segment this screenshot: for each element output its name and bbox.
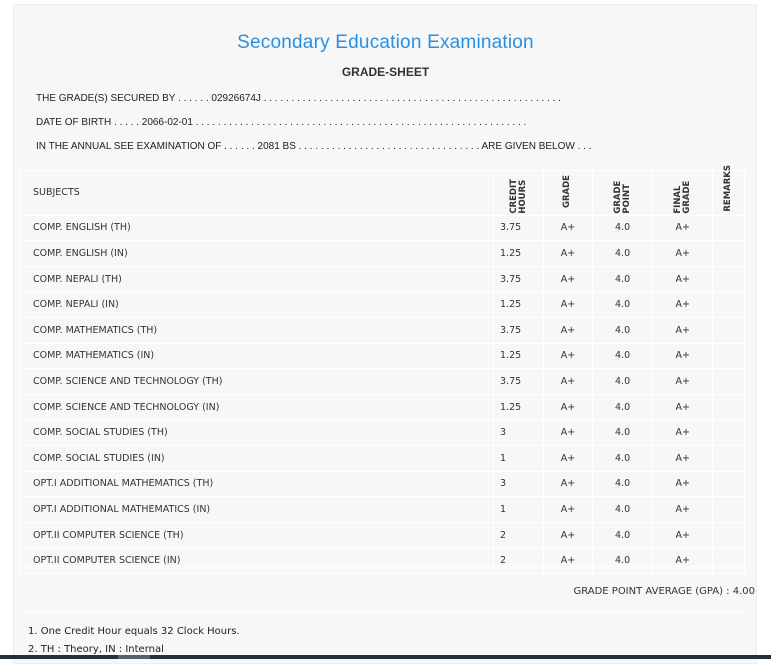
cell-subject: OPT.II COMPUTER SCIENCE (TH) [21, 522, 494, 548]
cell-point: 4.0 [592, 522, 652, 548]
cell-credit: 3.75 [494, 215, 544, 241]
table-row [21, 215, 745, 241]
table-row [21, 292, 745, 318]
cell-subject: COMP. NEPALI (IN) [21, 292, 494, 318]
cell-credit: 1.25 [494, 343, 544, 369]
cell-grade: A+ [544, 241, 593, 267]
cell-final: A+ [653, 497, 713, 523]
table-row [21, 548, 745, 574]
cell-subject: OPT.I ADDITIONAL MATHEMATICS (TH) [21, 471, 494, 497]
cell-point: 4.0 [592, 292, 652, 318]
cell-credit: 1.25 [494, 394, 544, 420]
cell-subject: COMP. SCIENCE AND TECHNOLOGY (TH) [21, 369, 494, 395]
cell-subject: OPT.II COMPUTER SCIENCE (IN) [21, 548, 494, 574]
cell-final: A+ [653, 394, 713, 420]
cell-final: A+ [653, 241, 713, 267]
cell-grade: A+ [544, 497, 593, 523]
table-header [21, 171, 745, 216]
cell-final: A+ [653, 318, 713, 344]
table-row [21, 446, 745, 472]
cell-subject: COMP. NEPALI (TH) [21, 266, 494, 292]
grades-table [20, 165, 745, 574]
cell-point: 4.0 [592, 446, 652, 472]
divider [20, 612, 745, 613]
cell-remarks [713, 369, 745, 395]
taskbar-item[interactable] [118, 655, 150, 659]
cell-grade: A+ [544, 420, 593, 446]
cell-final: A+ [653, 446, 713, 472]
cell-subject: COMP. MATHEMATICS (IN) [21, 343, 494, 369]
cell-final: A+ [653, 215, 713, 241]
table-row [21, 522, 745, 548]
cell-credit: 3 [494, 420, 544, 446]
cell-remarks [713, 292, 745, 318]
exam-line: IN THE ANNUAL SEE EXAMINATION OF . . . . . . 2081 BS . . . . . . . . . . . . . . . . . . . . . . . . . . . . . . . . . ARE GIVEN BELOW . . . [36, 141, 592, 152]
dob-line: DATE OF BIRTH . . . . . 2066-02-01 . . . . . . . . . . . . . . . . . . . . . . . . . . . . . . . . . . . . . . . . . . . . . . . . . . . . . . . . . . . . [36, 117, 527, 128]
cell-point: 4.0 [592, 394, 652, 420]
cell-final: A+ [653, 522, 713, 548]
cell-grade: A+ [544, 318, 593, 344]
cell-credit: 1.25 [494, 292, 544, 318]
cell-subject: COMP. MATHEMATICS (TH) [21, 318, 494, 344]
page-title: Secondary Education Examination [237, 32, 534, 53]
header-credit-hours: CREDIT HOURS [494, 171, 544, 216]
cell-remarks [713, 394, 745, 420]
table-row [21, 343, 745, 369]
cell-grade: A+ [544, 215, 593, 241]
cell-subject: COMP. ENGLISH (TH) [21, 215, 494, 241]
cell-point: 4.0 [592, 241, 652, 267]
cell-remarks [713, 522, 745, 548]
header-final-grade: FINAL GRADE [653, 171, 713, 216]
cell-remarks [713, 318, 745, 344]
table-row [21, 497, 745, 523]
cell-final: A+ [653, 292, 713, 318]
cell-remarks [713, 343, 745, 369]
cell-credit: 2 [494, 548, 544, 574]
table-row [21, 471, 745, 497]
header-subjects: SUBJECTS [21, 171, 494, 216]
cell-remarks [713, 446, 745, 472]
header-grade: GRADE [544, 171, 593, 216]
cell-final: A+ [653, 548, 713, 574]
cell-credit: 1 [494, 497, 544, 523]
cell-grade: A+ [544, 471, 593, 497]
cell-final: A+ [653, 420, 713, 446]
cell-point: 4.0 [592, 266, 652, 292]
cell-remarks [713, 471, 745, 497]
cell-subject: COMP. SOCIAL STUDIES (TH) [21, 420, 494, 446]
page-subtitle: GRADE-SHEET [341, 65, 430, 79]
cell-subject: COMP. SCIENCE AND TECHNOLOGY (IN) [21, 394, 494, 420]
cell-remarks [713, 241, 745, 267]
cell-final: A+ [653, 471, 713, 497]
divider [20, 566, 745, 567]
gpa-summary: GRADE POINT AVERAGE (GPA) : 4.00 [573, 586, 755, 597]
cell-point: 4.0 [592, 471, 652, 497]
table-row [21, 266, 745, 292]
cell-remarks [713, 266, 745, 292]
cell-credit: 2 [494, 522, 544, 548]
cell-remarks [713, 420, 745, 446]
note-2: 2. TH : Theory, IN : Internal [28, 644, 164, 655]
cell-grade: A+ [544, 266, 593, 292]
header-remarks: REMARKS [713, 171, 745, 216]
cell-point: 4.0 [592, 215, 652, 241]
cell-final: A+ [653, 369, 713, 395]
table-row [21, 241, 745, 267]
cell-subject: OPT.I ADDITIONAL MATHEMATICS (IN) [21, 497, 494, 523]
cell-grade: A+ [544, 292, 593, 318]
cell-remarks [713, 497, 745, 523]
table-row [21, 394, 745, 420]
cell-credit: 3.75 [494, 266, 544, 292]
cell-point: 4.0 [592, 420, 652, 446]
table-row [21, 420, 745, 446]
cell-grade: A+ [544, 369, 593, 395]
cell-grade: A+ [544, 446, 593, 472]
cell-remarks [713, 548, 745, 574]
cell-grade: A+ [544, 522, 593, 548]
table-row [21, 369, 745, 395]
cell-subject: COMP. SOCIAL STUDIES (IN) [21, 446, 494, 472]
note-1: 1. One Credit Hour equals 32 Clock Hours. [28, 626, 240, 637]
cell-final: A+ [653, 343, 713, 369]
cell-credit: 3.75 [494, 369, 544, 395]
cell-point: 4.0 [592, 548, 652, 574]
cell-remarks [713, 215, 745, 241]
table-row [21, 318, 745, 344]
cell-point: 4.0 [592, 318, 652, 344]
cell-credit: 3.75 [494, 318, 544, 344]
cell-credit: 1 [494, 446, 544, 472]
cell-point: 4.0 [592, 369, 652, 395]
cell-subject: COMP. ENGLISH (IN) [21, 241, 494, 267]
cell-credit: 1.25 [494, 241, 544, 267]
taskbar [0, 655, 771, 659]
student-id-line: THE GRADE(S) SECURED BY . . . . . . 02926674J . . . . . . . . . . . . . . . . . . . . . . . . . . . . . . . . . . . . . . . . . . . . . . . . . . . . . . [36, 93, 561, 104]
cell-point: 4.0 [592, 497, 652, 523]
cell-final: A+ [653, 266, 713, 292]
cell-grade: A+ [544, 548, 593, 574]
cell-credit: 3 [494, 471, 544, 497]
cell-point: 4.0 [592, 343, 652, 369]
header-grade-point: GRADE POINT [592, 171, 652, 216]
cell-grade: A+ [544, 343, 593, 369]
cell-grade: A+ [544, 394, 593, 420]
